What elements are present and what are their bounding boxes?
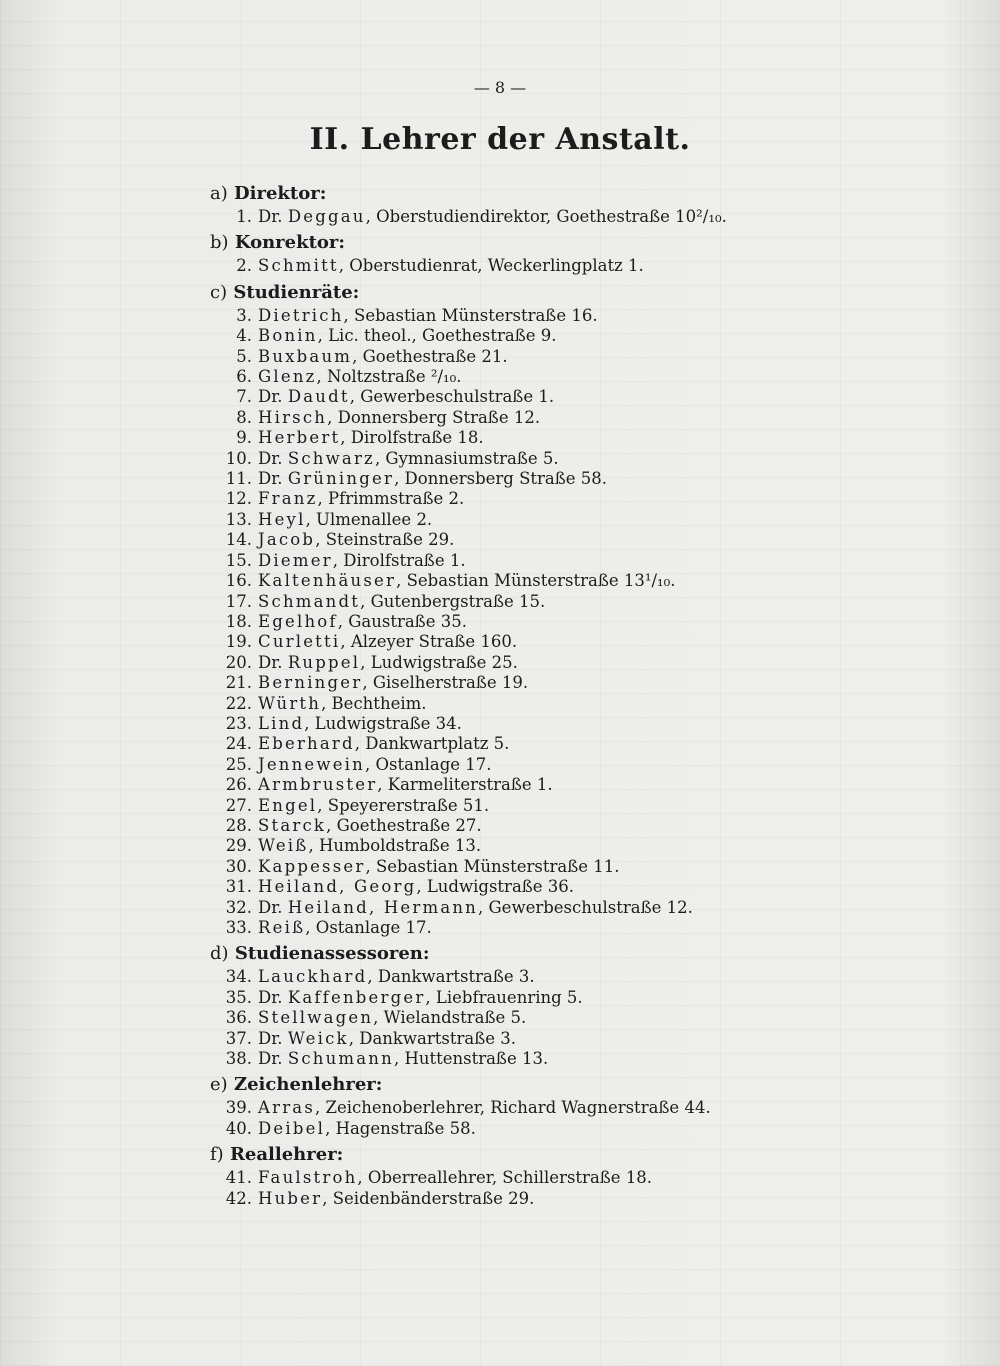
entry-name: Lind [258,713,305,733]
list-item [210,510,830,530]
entry-details: , Goethestraße 21. [352,346,508,366]
entry-number: 31. [225,877,252,897]
section-entries [210,1168,830,1209]
list-item [210,256,830,276]
entry-name: Eberhard [258,734,355,754]
entry-name: Heiland, Georg [258,877,417,897]
entry-name: Buxbaum [258,346,353,366]
list-item [210,612,830,632]
entry-number: 27. [225,795,252,815]
entry-number: 23. [225,713,252,733]
section-letter: d) [210,943,229,965]
entry-number: 4. [236,326,252,346]
entry-details: , Donnersberg Straße 12. [327,407,541,427]
section-heading [210,181,830,207]
entry-name: Grüninger [287,469,395,489]
entry-name: Heyl [258,509,306,529]
entry-number: 18. [225,611,252,631]
list-item [210,653,830,673]
entry-details: , Donnersberg Straße 58. [394,469,608,489]
entry-number: 9. [236,428,252,448]
entry-name: Arras [258,1098,315,1118]
list-item [210,1098,830,1118]
entry-title-prefix: Dr. [258,1049,283,1069]
entry-details: , Ulmenallee 2. [305,509,433,529]
list-item [210,775,830,795]
entry-number: 20. [225,652,252,672]
list-item [210,551,830,571]
entry-number: 11. [225,469,252,489]
page-number: — 8 — [473,78,527,97]
entry-details: , Ludwigstraße 34. [304,713,462,733]
entry-title-prefix: Dr. [258,652,283,672]
entry-name: Stellwagen [258,1008,374,1028]
entry-details: , Oberstudiendirektor, Goethestraße 10²/₁₀. [365,207,727,226]
section-entries [210,1098,830,1139]
entry-details: , Lic. theol., Goethestraße 9. [317,326,557,346]
section-letter: f) [210,1144,224,1166]
entry-details: , Oberreallehrer, Schillerstraße 18. [357,1168,653,1188]
entry-details: , Ostanlage 17. [365,754,492,774]
list-item [210,408,830,428]
list-item [210,898,830,918]
entry-name: Armbruster [258,775,378,795]
entry-details: , Gewerbeschulstraße 1. [349,387,555,407]
entry-details: , Ostanlage 17. [305,918,432,937]
entry-name: Engel [258,795,318,815]
section-letter: a) [210,183,228,204]
list-item [210,796,830,816]
entry-details: , Dirolfstraße 18. [340,428,484,448]
section-letter: b) [210,232,229,254]
list-item [210,967,830,987]
entry-name: Berninger [258,673,363,693]
entry-name: Kappesser [258,856,366,876]
list-item [210,673,830,693]
entry-number: 25. [225,754,252,774]
list-item [210,877,830,897]
section-title: Konrektor: [234,232,346,254]
entry-title-prefix: Dr. [258,469,283,489]
list-item [210,428,830,448]
section-title: Direktor: [234,183,327,204]
list-item [210,592,830,612]
entry-details: , Liebfrauenring 5. [425,987,583,1007]
list-item [210,1008,830,1028]
entry-details: , Gaustraße 35. [337,611,467,631]
list-item [210,694,830,714]
entry-details: , Sebastian Münsterstraße 13¹/₁₀. [396,571,676,591]
section-heading [210,280,830,306]
entry-details: , Huttenstraße 13. [393,1049,549,1069]
entry-title-prefix: Dr. [258,448,283,468]
entry-name: Herbert [258,428,341,448]
entry-details: , Pfrimmstraße 2. [317,489,465,509]
entry-number: 15. [225,550,252,570]
entry-details: , Seidenbänderstraße 29. [322,1188,535,1208]
entry-name: Reiß [258,918,306,937]
entry-number: 22. [225,693,252,713]
entry-name: Schmitt [258,256,339,276]
entry-title-prefix: Dr. [258,207,283,226]
entry-number: 35. [225,987,252,1007]
entry-number: 28. [225,815,252,835]
list-item [210,347,830,367]
entry-title-prefix: Dr. [258,987,283,1007]
entry-details: , Dirolfstraße 1. [332,550,466,570]
list-item [210,1049,830,1069]
entry-number: 32. [225,897,252,917]
entry-details: , Dankwartplatz 5. [354,734,510,754]
list-item [210,1029,830,1049]
section-heading [210,1142,830,1168]
entry-details: , Zeichenoberlehrer, Richard Wagnerstraße 44. [315,1098,711,1118]
entry-number: 38. [225,1049,252,1069]
entry-number: 34. [225,967,252,987]
section-heading [210,1072,830,1098]
entry-number: 21. [225,673,252,693]
entry-number: 42. [225,1188,252,1208]
entry-name: Ruppel [287,652,361,672]
entry-name: Glenz [258,367,317,387]
entry-number: 10. [225,448,252,468]
entry-number: 33. [225,918,252,937]
section-letter: c) [210,281,228,303]
entry-name: Dietrich [258,305,344,325]
entry-name: Huber [258,1188,323,1208]
list-item [210,816,830,836]
entry-number: 6. [236,367,252,387]
section-letter: e) [210,1074,228,1096]
entry-number: 1. [236,207,252,226]
list-item [210,1119,830,1139]
entry-title-prefix: Dr. [258,1028,283,1048]
entry-details: , Gymnasiumstraße 5. [374,448,559,468]
entry-title-prefix: Dr. [258,897,283,917]
list-item [210,918,830,938]
entry-number: 41. [225,1168,252,1188]
section-heading [210,230,830,256]
entry-details: , Alzeyer Straße 160. [340,632,518,652]
list-item [210,489,830,509]
list-item [210,207,830,227]
entry-number: 7. [236,387,252,407]
entry-name: Kaltenhäuser [258,571,397,591]
entry-number: 13. [225,509,252,529]
list-item [210,836,830,856]
entry-name: Deibel [258,1118,326,1138]
entry-name: Lauckhard [258,967,368,987]
list-item [210,1168,830,1188]
entry-name: Weick [287,1028,349,1048]
list-item [210,714,830,734]
entry-name: Egelhof [258,611,338,631]
entry-name: Franz [258,489,318,509]
entry-number: 16. [225,571,252,591]
entry-name: Bonin [258,326,318,346]
entry-number: 37. [225,1028,252,1048]
entry-details: , Gutenbergstraße 15. [360,591,546,611]
entry-number: 5. [236,346,252,366]
section-entries [210,256,830,276]
entry-details: , Steinstraße 29. [315,530,455,550]
section-entries [210,967,830,1069]
entry-details: , Sebastian Münsterstraße 11. [365,856,620,876]
list-item [210,857,830,877]
entry-details: , Dankwartstraße 3. [367,967,535,987]
entry-number: 2. [236,256,252,276]
entry-name: Kaffenberger [287,987,426,1007]
entry-details: , Oberstudienrat, Weckerlingplatz 1. [338,256,644,276]
entry-number: 3. [236,305,252,325]
section-title: Zeichenlehrer: [233,1074,383,1096]
entry-number: 40. [225,1118,252,1138]
entry-name: Jennewein [258,754,365,774]
entry-details: , Karmeliterstraße 1. [377,775,553,795]
entry-number: 36. [225,1008,252,1028]
section-title: Reallehrer: [229,1144,344,1166]
page-title: II. Lehrer der Anstalt. [309,122,691,157]
entry-name: Jacob [258,530,316,550]
entry-title-prefix: Dr. [258,387,283,407]
entry-name: Faulstroh [258,1168,358,1188]
entry-name: Würth [258,693,322,713]
list-item [210,734,830,754]
entry-details: , Hagenstraße 58. [325,1118,476,1138]
entry-details: , Bechtheim. [321,693,427,713]
entry-number: 17. [225,591,252,611]
entry-details: , Ludwigstraße 36. [416,877,575,897]
entry-number: 26. [225,775,252,795]
section-heading [210,941,830,967]
entry-name: Deggau [287,207,366,226]
entry-details: , Humboldstraße 13. [308,836,482,856]
list-item [210,571,830,591]
entry-details: , Giselherstraße 19. [362,673,529,693]
list-item [210,1189,830,1209]
entry-name: Schmandt [258,591,361,611]
entry-details: , Gewerbeschulstraße 12. [478,897,693,917]
list-item [210,530,830,550]
entry-name: Heiland, Hermann [287,897,479,917]
entry-name: Diemer [258,550,333,570]
entry-name: Curletti [258,632,341,652]
entry-number: 12. [225,489,252,509]
list-item [210,387,830,407]
list-item [210,632,830,652]
entry-name: Schumann [287,1049,394,1069]
section-entries [210,306,830,939]
entry-number: 30. [225,856,252,876]
entry-details: , Noltzstraße ²/₁₀. [316,367,462,387]
list-item [210,755,830,775]
entry-name: Starck [258,815,327,835]
section-entries [210,207,830,227]
entry-name: Daudt [287,387,350,407]
section-title: Studienassessoren: [234,943,430,965]
list-item [210,367,830,387]
entry-number: 29. [225,836,252,856]
entry-number: 39. [225,1098,252,1118]
list-item [210,449,830,469]
list-item [210,469,830,489]
entry-name: Hirsch [258,407,328,427]
entry-details: , Sebastian Münsterstraße 16. [343,305,598,325]
entry-name: Schwarz [287,448,375,468]
entry-details: , Goethestraße 27. [326,815,482,835]
entry-details: , Wielandstraße 5. [373,1008,527,1028]
entry-details: , Dankwartstraße 3. [348,1028,516,1048]
entry-number: 8. [236,407,252,427]
section-title: Studienräte: [233,281,360,303]
staff-list [210,178,830,1209]
list-item [210,988,830,1008]
entry-details: , Ludwigstraße 25. [360,652,518,672]
list-item [210,306,830,326]
entry-name: Weiß [258,836,309,856]
entry-number: 14. [225,530,252,550]
entry-number: 19. [225,632,252,652]
entry-details: , Speyererstraße 51. [317,795,490,815]
list-item [210,326,830,346]
entry-number: 24. [225,734,252,754]
